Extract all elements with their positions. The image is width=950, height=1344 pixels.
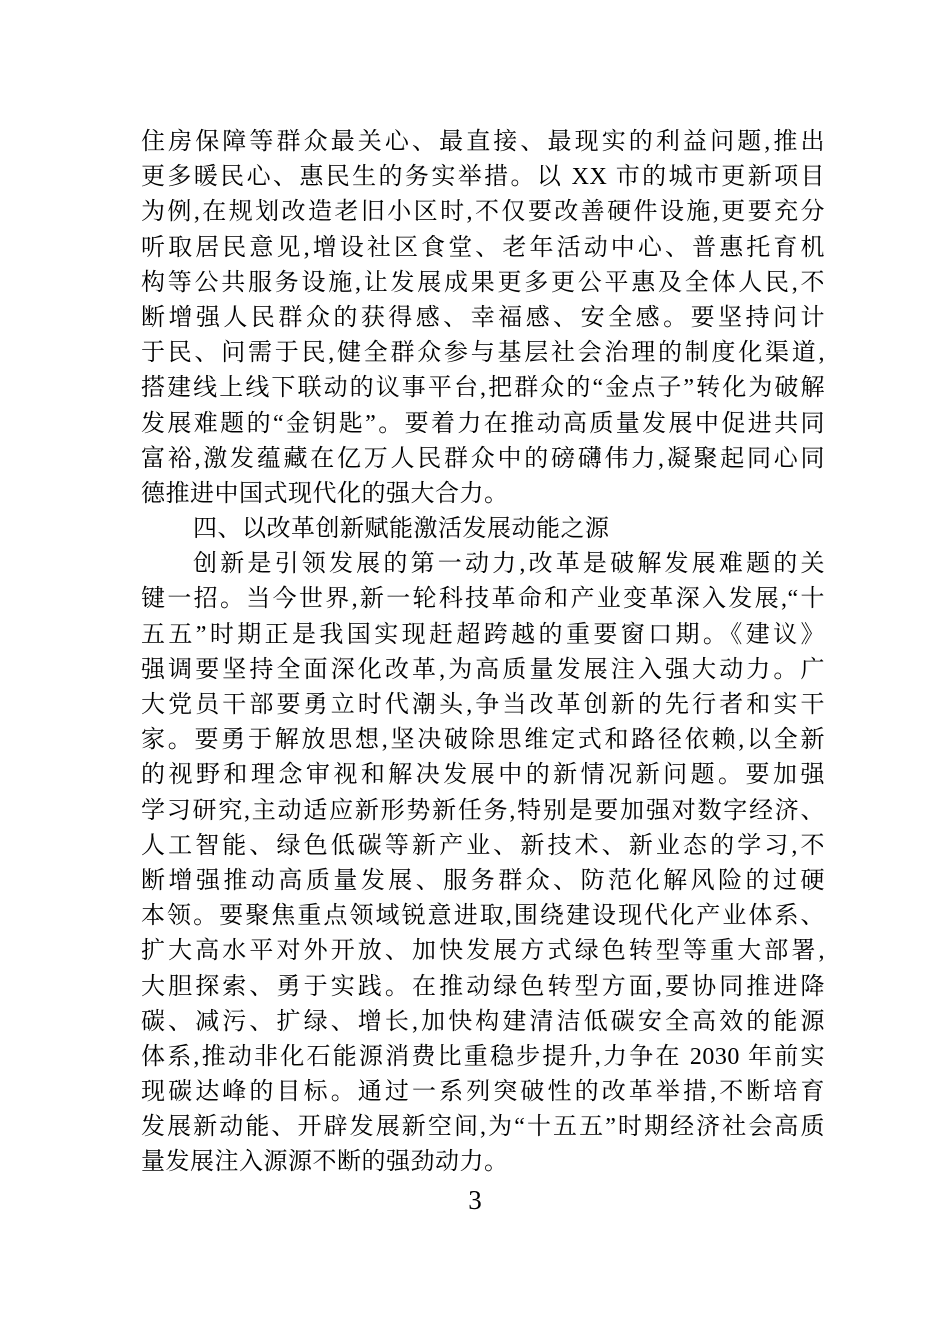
text-line: 听取居民意见,增设社区食堂、老年活动中心、普惠托育机 xyxy=(141,234,825,261)
text-line: 现碳达峰的目标。通过一系列突破性的改革举措,不断培育 xyxy=(141,1079,825,1106)
text-line: 发展难题的“金钥匙”。要着力在推动高质量发展中促进共同 xyxy=(141,410,825,437)
text-line: 断增强人民群众的获得感、幸福感、安全感。要坚持问计 xyxy=(141,304,825,331)
text-line: 发展新动能、开辟发展新空间,为“十五五”时期经济社会高质 xyxy=(141,1114,825,1141)
text-line: 量发展注入源源不断的强劲动力。 xyxy=(141,1149,509,1176)
text-line: 创新是引领发展的第一动力,改革是破解发展难题的关 xyxy=(193,551,825,578)
text-line: 大党员干部要勇立时代潮头,争当改革创新的先行者和实干 xyxy=(141,692,825,718)
text-line: 于民、问需于民,健全群众参与基层社会治理的制度化渠道, xyxy=(141,340,825,367)
text-line: 为例,在规划改造老旧小区时,不仅要改善硬件设施,更要充分 xyxy=(141,199,825,226)
text-line: 搭建线上线下联动的议事平台,把群众的“金点子”转化为破解 xyxy=(141,375,825,402)
text-line: 扩大高水平对外开放、加快发展方式绿色转型等重大部署, xyxy=(141,938,825,965)
text-line: 五五”时期正是我国实现赶超跨越的重要窗口期。《建议》 xyxy=(141,621,825,648)
text-line: 键一招。当今世界,新一轮科技革命和产业变革深入发展,“十 xyxy=(141,586,825,613)
text-line: 住房保障等群众最关心、最直接、最现实的利益问题,推出 xyxy=(141,129,825,155)
document-text-block xyxy=(141,125,825,1181)
text-line: 的视野和理念审视和解决发展中的新情况新问题。要加强 xyxy=(141,762,825,789)
text-line: 本领。要聚焦重点领域锐意进取,围绕建设现代化产业体系、 xyxy=(141,903,825,930)
text-line: 更多暖民心、惠民生的务实举措。以 XX 市的城市更新项目 xyxy=(141,164,825,191)
text-line: 强调要坚持全面深化改革,为高质量发展注入强大动力。广 xyxy=(141,656,825,683)
text-line: 断增强推动高质量发展、服务群众、防范化解风险的过硬 xyxy=(141,867,825,894)
text-line: 人工智能、绿色低碳等新产业、新技术、新业态的学习,不 xyxy=(141,832,825,859)
text-line: 富裕,激发蕴藏在亿万人民群众中的磅礴伟力,凝聚起同心同 xyxy=(141,445,825,472)
text-line: 家。要勇于解放思想,坚决破除思维定式和路径依赖,以全新 xyxy=(141,727,825,754)
section-heading: 四、以改革创新赋能激活发展动能之源 xyxy=(193,516,610,543)
page-number: 3 xyxy=(468,1185,482,1215)
text-line: 体系,推动非化石能源消费比重稳步提升,力争在 2030 年前实 xyxy=(141,1043,825,1070)
text-line: 德推进中国式现代化的强大合力。 xyxy=(141,480,509,507)
text-line: 大胆探索、勇于实践。在推动绿色转型方面,要协同推进降 xyxy=(141,973,825,1000)
text-line: 学习研究,主动适应新形势新任务,特别是要加强对数字经济、 xyxy=(141,797,825,824)
text-line: 构等公共服务设施,让发展成果更多更公平惠及全体人民,不 xyxy=(141,269,825,296)
text-line: 碳、减污、扩绿、增长,加快构建清洁低碳安全高效的能源 xyxy=(141,1008,825,1035)
